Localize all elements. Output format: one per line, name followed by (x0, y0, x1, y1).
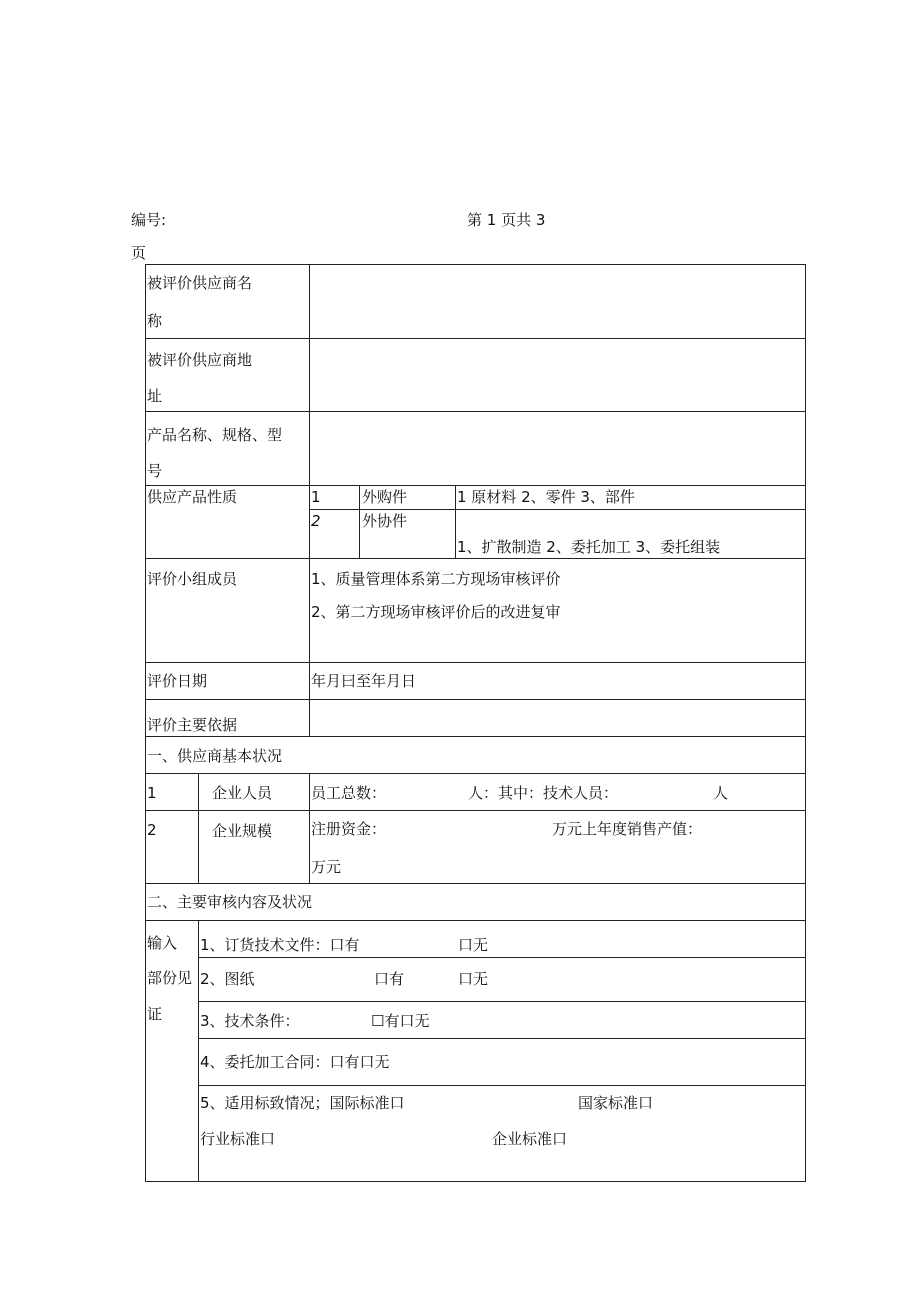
nature-option-1-desc: 1 原材料 2、零件 3、部件 (457, 488, 635, 506)
serial-label: 编号: (131, 211, 167, 229)
product-label: 产品名称、规格、型 (147, 426, 283, 444)
drawings-item: 2、图纸 (200, 970, 255, 988)
tech-conditions-item: 3、技术条件： (200, 1012, 300, 1030)
product-label-cont: 号 (147, 462, 163, 480)
page-indicator-suffix: 页 (131, 244, 147, 262)
standards-item[interactable]: 5、适用标致情况；国际标准口 (200, 1094, 405, 1112)
product-nature-label: 供应产品性质 (147, 488, 238, 506)
industry-standard-option[interactable]: 行业标准口 (200, 1130, 276, 1148)
nature-option-2-desc: 1、扩散制造 2、委托加工 3、委托组装 (457, 538, 721, 556)
evaluation-team-label: 评价小组成员 (147, 570, 238, 588)
section-1-row-2-number: 2 (147, 821, 157, 839)
input-evidence-label: 输入 (147, 934, 178, 952)
section-2-title: 二、主要审核内容及状况 (147, 893, 313, 911)
evaluation-basis-label: 评价主要依据 (147, 716, 238, 734)
sales-value-label: 万元上年度销售产值： (552, 820, 703, 838)
nature-option-1-number: 1 (311, 488, 321, 506)
nature-option-2-number: 2 (311, 512, 321, 530)
page-indicator: 第 1 页共 3 (467, 211, 546, 229)
supplier-name-label-cont: 称 (147, 312, 163, 330)
order-docs-item[interactable]: 1、订货技术文件：口有 (200, 936, 360, 954)
staff-total-label: 员工总数： (311, 784, 387, 802)
nature-option-2-name: 外协件 (362, 512, 408, 530)
supplier-address-value[interactable] (311, 340, 803, 409)
input-evidence-label-end: 证 (147, 1005, 163, 1023)
supplier-name-label: 被评价供应商名 (147, 274, 253, 292)
evaluation-team-item-2: 2、第二方现场审核评价后的改进复审 (311, 603, 561, 621)
supplier-name-value[interactable] (311, 266, 803, 336)
nature-option-1-name: 外购件 (362, 488, 408, 506)
processing-contract-item[interactable]: 4、委托加工合同：口有口无 (200, 1053, 390, 1071)
evaluation-date-value[interactable]: 年月曰至年月日 (311, 672, 417, 690)
tech-conditions-options[interactable]: ☐有口无 (371, 1012, 430, 1030)
evaluation-team-item-1: 1、质量管理体系第二方现场审核评价 (311, 570, 561, 588)
scale-label: 企业规模 (212, 822, 273, 840)
enterprise-standard-option[interactable]: 企业标准口 (492, 1130, 568, 1148)
section-1-title: 一、供应商基本状况 (147, 747, 283, 765)
evaluation-basis-value[interactable] (311, 701, 803, 734)
product-value[interactable] (311, 413, 803, 483)
drawings-no[interactable]: 口无 (458, 970, 489, 988)
staff-tech-label: 人：其中：技术人员： (468, 784, 619, 802)
supplier-address-label-cont: 址 (147, 387, 163, 405)
section-1-row-1-number: 1 (147, 784, 157, 802)
sales-value-unit: 万元 (311, 858, 342, 876)
registered-capital-label: 注册资金： (311, 820, 387, 838)
input-evidence-label-cont: 部份见 (147, 969, 193, 987)
staff-label: 企业人员 (212, 784, 273, 802)
national-standard-option[interactable]: 国家标准口 (578, 1094, 654, 1112)
order-docs-no[interactable]: 口无 (458, 936, 489, 954)
supplier-address-label: 被评价供应商地 (147, 351, 253, 369)
drawings-yes[interactable]: 口有 (374, 970, 405, 988)
staff-tech-unit: 人 (713, 784, 729, 802)
evaluation-date-label: 评价日期 (147, 672, 208, 690)
